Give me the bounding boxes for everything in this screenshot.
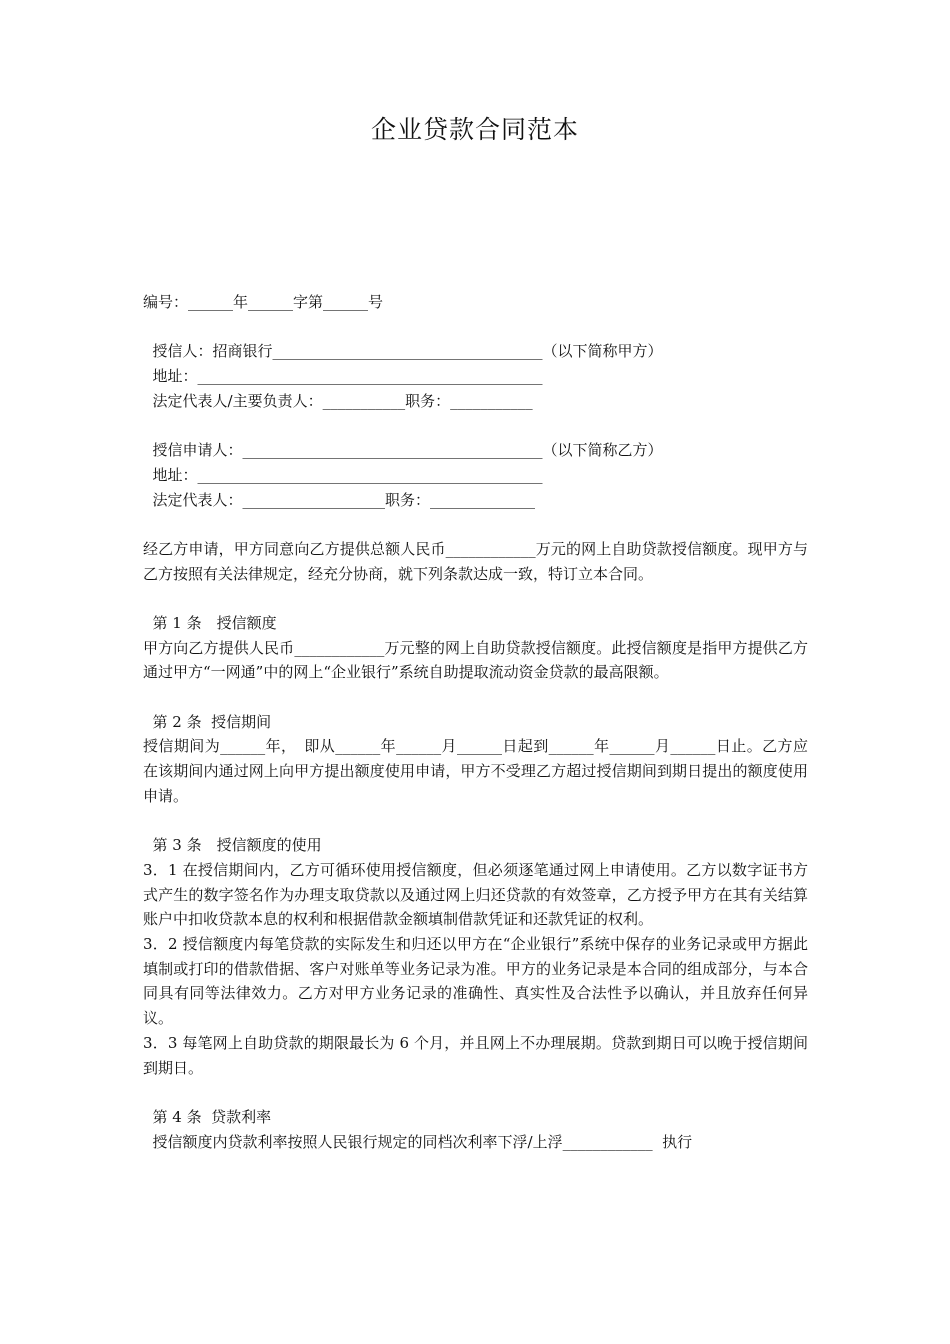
lender-representative-line: 法定代表人/主要负责人：___________职务：___________ [143, 391, 533, 410]
contract-number-line: 编号：______年______字第______号 [143, 293, 384, 311]
document-body [143, 290, 808, 1154]
preamble-paragraph: 经乙方申请，甲方同意向乙方提供总额人民币____________万元的网上自助贷款授信额度。现甲方与乙方按照有关法律规定，经充分协商，就下列条款达成一致，特订立本合同。 [143, 539, 808, 583]
article-4-heading: 第 4 条 贷款利率 [143, 1107, 272, 1126]
lender-line: 授信人：招商银行____________________________________（以下简称甲方） [143, 342, 663, 361]
article-1-heading: 第 1 条 授信额度 [143, 613, 277, 632]
article-4-text: 授信额度内贷款利率按照人民银行规定的同档次利率下浮/上浮____________ 执行 [143, 1132, 693, 1151]
borrower-line: 授信申请人：________________________________________（以下简称乙方） [143, 441, 663, 460]
spacer [143, 413, 808, 438]
spacer [143, 685, 808, 710]
article-3-clause-1: 3．1 在授信期间内，乙方可循环使用授信额度，但必须逐笔通过网上申请使用。乙方以数字证书方式产生的数字签名作为办理支取贷款以及通过网上归还贷款的有效签章，乙方授予甲方在其有关结算账户中扣收贷款本息的权利和根据借款金额填制借款凭证和还款凭证的权利。 [143, 860, 808, 929]
spacer [143, 809, 808, 834]
spacer [143, 315, 808, 340]
spacer [143, 586, 808, 611]
document-title: 企业贷款合同范本 [370, 115, 579, 144]
article-3-clause-3: 3．3 每笔网上自助贷款的期限最长为 6 个月，并且网上不办理展期。贷款到期日可以晚于授信期间到期日。 [143, 1033, 808, 1077]
borrower-address-line: 地址：______________________________________________ [143, 465, 543, 484]
article-1-text: 甲方向乙方提供人民币____________万元整的网上自助贷款授信额度。此授信额度是指甲方提供乙方通过甲方“一网通”中的网上“企业银行”系统自助提取流动资金贷款的最高限额。 [143, 638, 808, 682]
article-3-clause-2: 3．2 授信额度内每笔贷款的实际发生和归还以甲方在“企业银行”系统中保存的业务记录或甲方据此填制或打印的借款借据、客户对账单等业务记录为准。甲方的业务记录是本合同的组成部分，与本合同具有同等法律效力。乙方对甲方业务记录的准确性、真实性及合法性予以确认，并且放弃任何异议。 [143, 935, 808, 1028]
article-2-text: 授信期间为______年， 即从______年______月______日起到______年______月______日止。乙方应在该期间内通过网上向甲方提出额度使用申请，甲方不受理乙方超过授信期间到期日提出的额度使用申请。 [143, 737, 808, 805]
article-2-heading: 第 2 条 授信期间 [143, 712, 272, 731]
article-3-heading: 第 3 条 授信额度的使用 [143, 836, 322, 855]
lender-address-line: 地址：______________________________________________ [143, 367, 543, 386]
spacer [143, 1080, 808, 1105]
spacer [143, 512, 808, 537]
borrower-representative-line: 法定代表人：___________________职务：______________ [143, 490, 536, 509]
